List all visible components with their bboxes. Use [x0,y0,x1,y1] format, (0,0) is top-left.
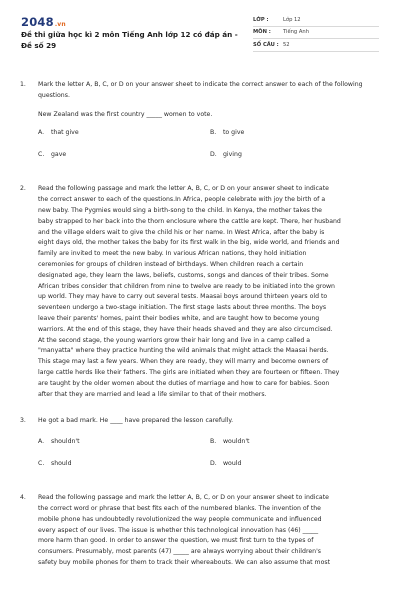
option-letter: B. [210,438,217,446]
option-c[interactable] [38,459,72,470]
option-text: shouldn't [51,438,80,446]
question-1 [0,80,400,174]
question-stem: New Zealand was the first country _____ women to vote. [38,110,213,118]
meta-row-subject [253,27,379,40]
option-c[interactable] [38,150,66,161]
meta-value: 52 [283,41,290,48]
logo-text: 2048 [21,15,54,29]
passage-line: every aspect of our lives. The issue is whether this technological innovation has (46) _____ [38,526,319,534]
meta-value: Lớp 12 [283,16,301,23]
passage-line: the correct answer to each of the questions.In Africa, people celebrate with joy the birth of a [38,196,326,204]
option-a[interactable] [38,437,80,448]
passage-line: leave their parents' homes, paint their bodies white, and are taught how to become young [38,314,320,322]
passage-line: Read the following passage and mark the letter A, B, C, or D on your answer sheet to indicate [38,494,329,502]
passage-line: Read the following passage and mark the letter A, B, C, or D on your answer sheet to indicate [38,185,329,193]
question-2 [0,184,400,400]
option-text: should [51,460,72,468]
meta-key: MÔN : [253,29,271,36]
passage-line: At the second stage, the young warriors grow their hair long and live in a camp called a [38,336,311,344]
question-3 [0,416,400,483]
option-b[interactable] [210,128,244,139]
passage-line: large cattle herds like their fathers. The girls are initiated when they are fourteen or fifteen. They [38,368,340,376]
meta-key: LỚP : [253,16,269,23]
passage-line: African tribes consider that children from nine to twelve are ready to be initiated into the grown [38,282,335,290]
option-text: to give [223,129,245,137]
passage-line: "manyatta" where they practice hunting the wild animals that might attack the Maasai herds. [38,347,329,355]
passage-line: consumers. Presumably, most parents (47) _____ are always worrying about their children's [38,548,322,556]
option-d[interactable] [210,150,242,161]
passage-line: seventeen undergo a two-stage initiation. The first stage lasts about three months. The boys [38,304,327,312]
meta-row-grade [253,14,379,27]
passage-line: baby strapped to her back into the thorn enclosure where the cattle are kept. There, her husband [38,217,341,225]
passage-line: ceremonies for groups of children instead of birthdays. When children reach a certain [38,260,304,268]
passage-line: new baby. The Pygmies would sing a birth-song to the child. In Kenya, the mother takes the [38,206,322,214]
option-text: gave [51,151,67,159]
option-letter: A. [38,438,45,446]
question-list [0,62,400,569]
answer-options [38,437,380,483]
passage-line: after that they are married and lead a life similar to that of their mothers. [38,390,267,398]
option-text: would [223,460,242,468]
logo-tld: .vn [54,21,66,28]
passage-line: up world. They may have to carry out several tests. Maasai boys around thirteen years old to [38,293,328,301]
option-text: wouldn't [223,438,250,446]
option-d[interactable] [210,459,241,470]
option-letter: D. [210,151,217,159]
question-number: 4. [20,494,26,502]
option-a[interactable] [38,128,79,139]
question-number: 3. [20,417,26,425]
passage-line: the correct word or phrase that best fits each of the numbered blanks. The invention of the [38,504,321,512]
passage-line: more harm than good. In order to answer the question, we must first turn to the types of [38,537,314,545]
option-text: giving [223,151,242,159]
passage-line: safety buy mobile phones for them to track their whereabouts. We can also assume that most [38,558,331,566]
passage-line: are taught by the older women about the duties of marriage and how to care for babies. Soon [38,379,330,387]
question-instruction: Mark the letter A, B, C, or D on your answer sheet to indicate the correct answer to each of the following questions. [38,81,363,99]
option-letter: D. [210,460,217,468]
passage-line: family are invited to meet the new baby. In various African nations, they hold initiation [38,250,307,258]
option-letter: C. [38,151,45,159]
meta-key: SỐ CÂU : [253,41,279,48]
meta-value: Tiếng Anh [283,29,309,36]
passage-line: and the village elders wait to give the child his or her name. In West Africa, after the baby is [38,228,325,236]
option-letter: A. [38,129,45,137]
passage-line: warriors. At the end of this stage, they have their heads shaved and they are also circumcised. [38,325,333,333]
document-meta [253,14,379,52]
meta-row-count [253,39,379,52]
passage-line: designated age, they learn the laws, beliefs, customs, songs and dances of their tribes. Some [38,271,329,279]
document-title: Đề thi giữa học kì 2 môn Tiếng Anh lớp 12 có đáp án - Đề số 29 [21,30,238,50]
site-logo[interactable] [21,15,66,29]
passage-line: mobile phone has undoubtedly revolutionized the way people communicate and influenced [38,515,322,523]
option-letter: C. [38,460,45,468]
option-text: that give [51,129,79,137]
question-stem: He got a bad mark. He ____ have prepared the lesson carefully. [38,417,234,425]
passage-line: This stage may last a few years. When they are ready, they will marry and become owners of [38,358,329,366]
answer-options [38,128,380,174]
question-4 [0,493,400,569]
passage-line: eight days old, the mother takes the baby for its first walk in the big, wide world, and friends and [38,239,340,247]
question-number: 1. [20,81,26,88]
option-letter: B. [210,129,217,137]
option-b[interactable] [210,437,249,448]
question-number: 2. [20,185,26,193]
header [0,0,400,62]
